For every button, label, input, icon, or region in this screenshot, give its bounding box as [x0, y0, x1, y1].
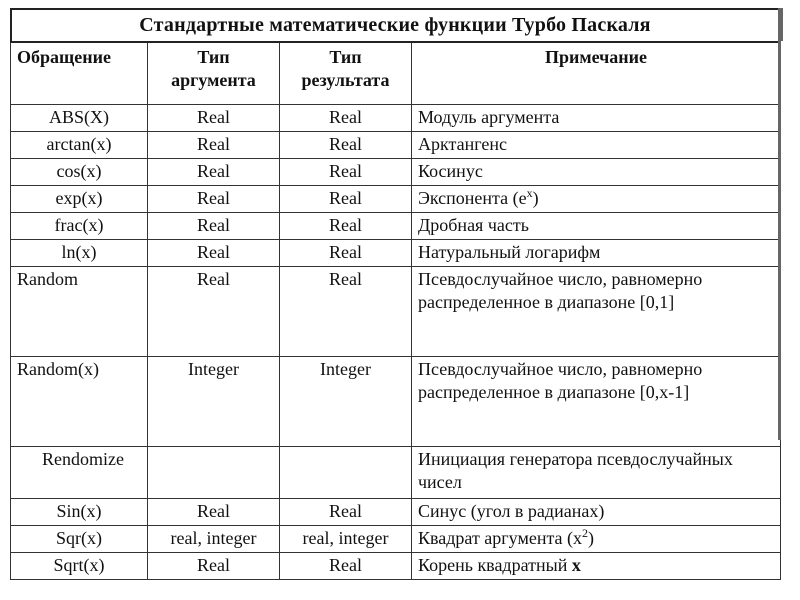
table-row: [11, 525, 781, 552]
cell-res: Real: [280, 552, 412, 579]
table-row: [11, 239, 781, 266]
cell-res: Real: [280, 266, 412, 356]
cell-note: Инициация генератора псевдослучайных чисел: [412, 446, 781, 498]
cell-call: Sqr(x): [11, 525, 148, 552]
cell-note: [412, 525, 781, 552]
note-text: Корень квадратный: [418, 554, 572, 575]
header-call: Обращение: [11, 42, 148, 104]
table-row: [11, 552, 781, 579]
cell-call: Rendomize: [11, 446, 148, 498]
cell-note: Натуральный логарифм: [412, 239, 781, 266]
header-note: Примечание: [412, 42, 781, 104]
cell-note: Псевдослучайное число, равномерно распределенное в диапазоне [0,x-1]: [412, 356, 781, 446]
cell-call: exp(x): [11, 185, 148, 212]
cell-note: [412, 185, 781, 212]
note-text: Экспонента (e: [418, 187, 527, 208]
cell-res: real, integer: [280, 525, 412, 552]
cell-note: [412, 552, 781, 579]
cell-arg: Integer: [148, 356, 280, 446]
cell-arg: Real: [148, 131, 280, 158]
table-header-row: [11, 42, 781, 104]
header-res-line2: результата: [301, 70, 390, 90]
document-title: Стандартные математические функции Турбо Паскаля: [10, 8, 780, 41]
cell-res: Real: [280, 239, 412, 266]
cell-arg: [148, 446, 280, 498]
cell-arg: Real: [148, 239, 280, 266]
cell-res: Real: [280, 185, 412, 212]
cell-note: Псевдослучайное число, равномерно распределенное в диапазоне [0,1]: [412, 266, 781, 356]
table-row: [11, 131, 781, 158]
cell-call: Random(x): [11, 356, 148, 446]
functions-table: [10, 41, 781, 580]
header-arg-type: [148, 42, 280, 104]
table-row: [11, 104, 781, 131]
cell-note: Арктангенс: [412, 131, 781, 158]
cell-res: Real: [280, 104, 412, 131]
header-result-type: [280, 42, 412, 104]
cell-call: Random: [11, 266, 148, 356]
note-superscript: x: [526, 185, 533, 200]
cell-call: frac(x): [11, 212, 148, 239]
cell-call: ln(x): [11, 239, 148, 266]
table-row: [11, 266, 781, 356]
table-row: [11, 446, 781, 498]
cell-note: Синус (угол в радианах): [412, 498, 781, 525]
cell-arg: Real: [148, 104, 280, 131]
cell-arg: Real: [148, 266, 280, 356]
header-res-line1: Тип: [329, 47, 362, 67]
note-text: Квадрат аргумента (x: [418, 527, 583, 548]
table-row: [11, 356, 781, 446]
cell-res: Integer: [280, 356, 412, 446]
cell-arg: real, integer: [148, 525, 280, 552]
cell-res: Real: [280, 212, 412, 239]
cell-call: cos(x): [11, 158, 148, 185]
functions-document: [10, 8, 780, 580]
header-arg-line1: Тип: [197, 47, 230, 67]
table-row: [11, 498, 781, 525]
cell-arg: Real: [148, 212, 280, 239]
header-arg-line2: аргумента: [171, 70, 256, 90]
cell-arg: Real: [148, 185, 280, 212]
note-superscript: 2: [582, 525, 589, 540]
table-row: [11, 185, 781, 212]
cell-res: Real: [280, 158, 412, 185]
table-shadow: [778, 8, 781, 440]
table-row: [11, 158, 781, 185]
cell-arg: Real: [148, 158, 280, 185]
cell-res: [280, 446, 412, 498]
cell-note: Модуль аргумента: [412, 104, 781, 131]
cell-arg: Real: [148, 498, 280, 525]
cell-res: Real: [280, 131, 412, 158]
cell-call: Sqrt(x): [11, 552, 148, 579]
cell-note: Косинус: [412, 158, 781, 185]
cell-call: Sin(x): [11, 498, 148, 525]
note-bold-var: x: [571, 554, 581, 575]
note-tail: ): [532, 187, 539, 208]
table-row: [11, 212, 781, 239]
cell-call: arctan(x): [11, 131, 148, 158]
note-tail: ): [588, 527, 595, 548]
cell-res: Real: [280, 498, 412, 525]
cell-call: ABS(X): [11, 104, 148, 131]
cell-arg: Real: [148, 552, 280, 579]
cell-note: Дробная часть: [412, 212, 781, 239]
